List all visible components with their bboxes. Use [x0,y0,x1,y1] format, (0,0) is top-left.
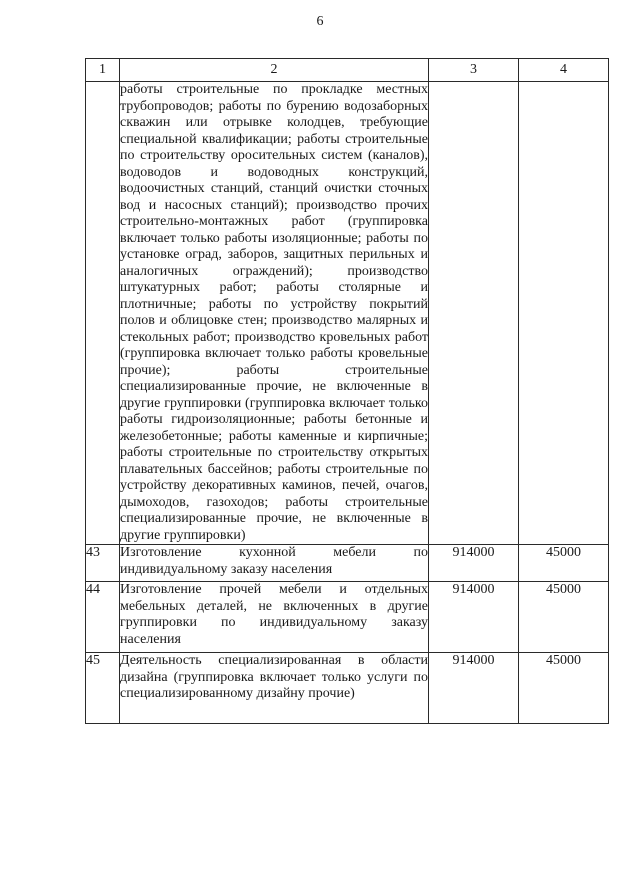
row-description-cell: Деятельность специализированная в области дизайна (группировка включает только услуги по специализированному дизайну прочие) [120,653,429,724]
row-number-cell: 43 [86,545,120,582]
header-cell-3: 3 [429,59,519,82]
table-row-continuation [86,82,609,545]
row-value-cell-4: 45000 [519,653,609,724]
row-value-cell-3: 914000 [429,582,519,653]
row-number-cell: 45 [86,653,120,724]
row-description-cell: работы строительные по прокладке местных трубопроводов; работы по бурению водозаборных скважин или отрывке колодцев, требующие специальной квалификации; работы строительные по строительству оросительных систем (каналов), водоводов и водоводных конструкций, водоочистных станций, станций очистки сточных вод и насосных станций); производство прочих строительно-монтажных работ (группировка включает только работы изоляционные; работы по установке оград, заборов, защитных перильных и аналогичных ограждений); производство штукатурных работ; работы столярные и плотничные; работы по устройству покрытий полов и облицовке стен; производство малярных и стекольных работ; производство кровельных работ (группировка включает только работы кровельные прочие); работы строительные специализированные прочие, не включенные в другие группировки (группировка включает только работы гидроизоляционные; работы бетонные и железобетонные; работы каменные и кирпичные; работы строительные по строительству открытых плавательных бассейнов; работы строительные по устройству декоративных каминов, печей, очагов, дымоходов, газоходов; работы строительные специализированные прочие, не включенные в другие группировки) [120,82,428,543]
table-row [86,545,609,582]
row-value-cell-4: 45000 [519,582,609,653]
header-cell-4: 4 [519,59,609,82]
row-value-cell-3 [429,82,519,545]
row-value-cell-3: 914000 [429,545,519,582]
header-cell-1: 1 [86,59,120,82]
row-value-cell-3: 914000 [429,653,519,724]
row-description-cell: Изготовление прочей мебели и отдельных мебельных деталей, не включенных в другие группировки по индивидуальному заказу населения [120,582,429,653]
row-number-cell [86,82,120,545]
row-value-cell-4 [519,82,609,545]
page-number: 6 [316,14,324,29]
table-header-row [86,59,609,82]
row-value-cell-4: 45000 [519,545,609,582]
header-cell-2: 2 [120,59,429,82]
row-description-cell: Изготовление кухонной мебели по индивидуальному заказу населения [120,545,429,582]
table-row [86,653,609,724]
tariff-table [85,58,609,724]
row-number-cell: 44 [86,582,120,653]
table-row [86,582,609,653]
